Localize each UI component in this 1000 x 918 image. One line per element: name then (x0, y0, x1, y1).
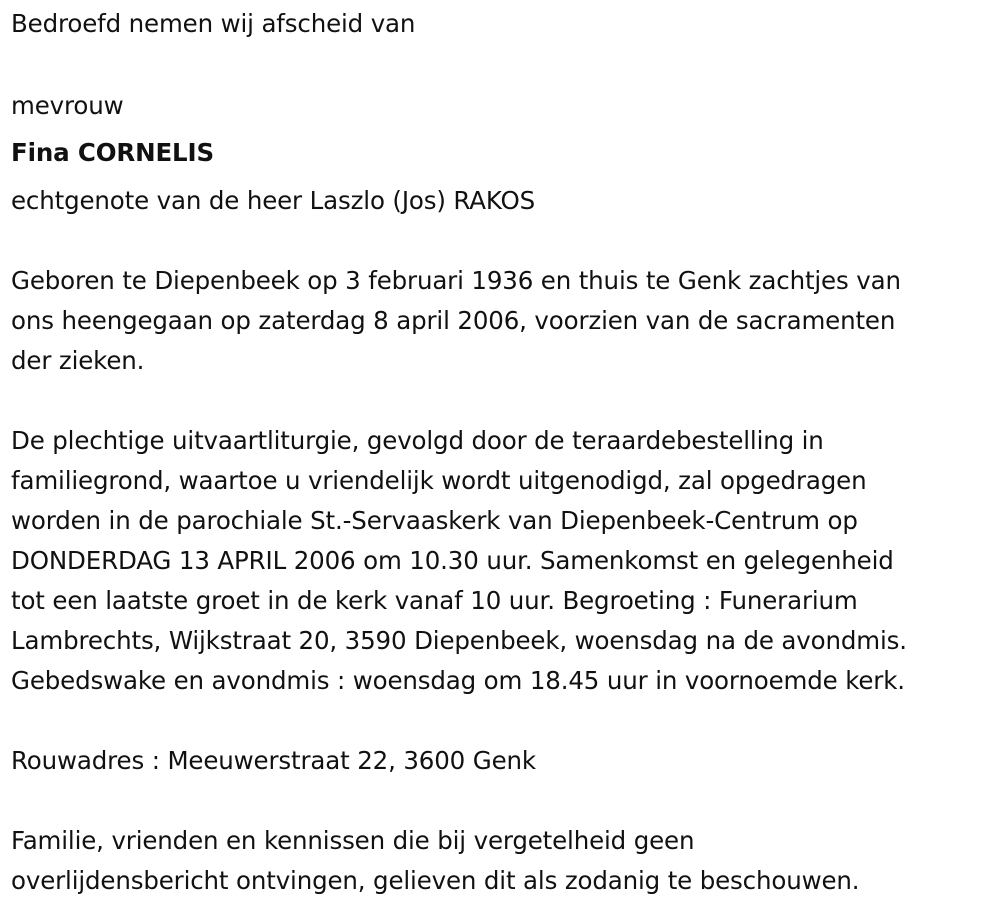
funeral-line: Gebedswake en avondmis : woensdag om 18.45 uur in voornoemde kerk. (11, 666, 905, 695)
intro-text: Bedroefd nemen wij afscheid van (11, 9, 416, 38)
title-text: mevrouw (11, 91, 124, 120)
funeral-line: familiegrond, waartoe u vriendelijk wordt uitgenodigd, zal opgedragen (11, 466, 867, 495)
funeral-line: De plechtige uitvaartliturgie, gevolgd door de teraardebestelling in (11, 426, 824, 455)
funeral-line: worden in de parochiale St.-Servaaskerk van Diepenbeek-Centrum op (11, 506, 858, 535)
birth-death-line: Geboren te Diepenbeek op 3 februari 1936 en thuis te Genk zachtjes van (11, 266, 901, 295)
funeral-line: tot een laatste groet in de kerk vanaf 10 uur. Begroeting : Funerarium (11, 586, 858, 615)
funeral-line: DONDERDAG 13 APRIL 2006 om 10.30 uur. Samenkomst en gelegenheid (11, 546, 894, 575)
spouse-text: echtgenote van de heer Laszlo (Jos) RAKOS (11, 186, 536, 215)
deceased-name: Fina CORNELIS (11, 138, 214, 167)
birth-death-line: ons heengegaan op zaterdag 8 april 2006, voorzien van de sacramenten (11, 306, 896, 335)
closing-line: Familie, vrienden en kennissen die bij vergetelheid geen (11, 826, 695, 855)
funeral-line: Lambrechts, Wijkstraat 20, 3590 Diepenbeek, woensdag na de avondmis. (11, 626, 907, 655)
mourning-address: Rouwadres : Meeuwerstraat 22, 3600 Genk (11, 746, 536, 775)
birth-death-line: der zieken. (11, 346, 145, 375)
closing-line: overlijdensbericht ontvingen, gelieven dit als zodanig te beschouwen. (11, 866, 860, 895)
